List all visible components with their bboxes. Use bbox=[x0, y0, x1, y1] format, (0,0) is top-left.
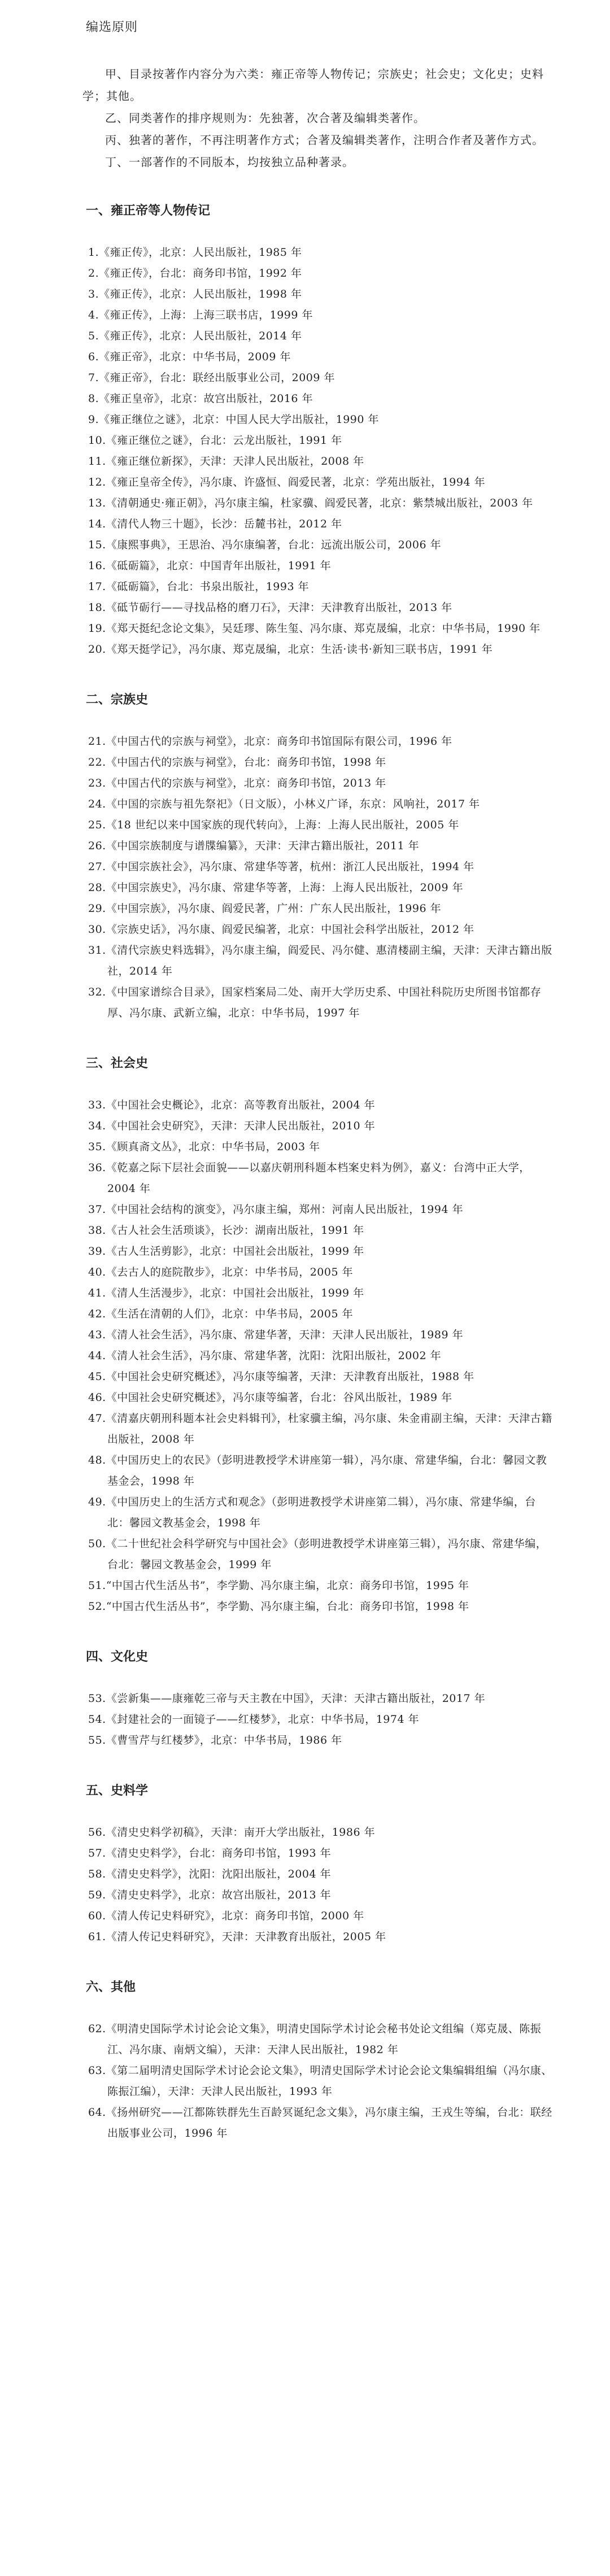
bibliography-entry: 55.《曹雪芹与红楼梦》，北京：中华书局，1986 年 bbox=[88, 1734, 342, 1747]
section-block bbox=[82, 1979, 556, 2144]
bibliography-entry: 49.《中国历史上的生活方式和观念》（彭明进教授学术讲座第二辑），冯尔康、常建华编，台北：馨园文教基金会，1998 年 bbox=[88, 1496, 536, 1529]
bibliography-entry: 36.《乾嘉之际下层社会面貌——以嘉庆朝刑科题本档案史料为例》，嘉义：台湾中正大学，2004 年 bbox=[88, 1162, 530, 1195]
bibliography-entry: 8.《雍正皇帝》，北京：故宫出版社，2016 年 bbox=[88, 392, 313, 405]
principle-item: 丙、独著的著作，不再注明著作方式；合著及编辑类著作，注明合作者及著作方式。 bbox=[105, 133, 544, 147]
bibliography-entry: 64.《扬州研究——江都陈铁群先生百龄冥诞纪念文集》，冯尔康主编，王戎生等编，台北：联经出版事业公司，1996 年 bbox=[88, 2106, 552, 2140]
section-block bbox=[82, 1649, 556, 1751]
bibliography-entry: 59.《清史史料学》，北京：故宫出版社，2013 年 bbox=[88, 1889, 332, 1901]
bibliography-entry: 25.《18 世纪以来中国家族的现代转向》，上海：上海人民出版社，2005 年 bbox=[88, 819, 459, 831]
page-title: 编选原则 bbox=[86, 20, 138, 34]
bibliography-entry: 19.《郑天挺纪念论文集》，吴廷璆、陈生玺、冯尔康、郑克晟编，北京：中华书局，1990 年 bbox=[88, 622, 541, 635]
bibliography-entry: 47.《清嘉庆朝刑科题本社会史料辑刊》，杜家骥主编，冯尔康、朱金甫副主编，天津：天津古籍出版社，2008 年 bbox=[88, 1412, 552, 1446]
bibliography-entry: 39.《古人生活剪影》，北京：中国社会出版社，1999 年 bbox=[88, 1245, 364, 1258]
bibliography-entry: 53.《尝新集——康雍乾三帝与天主教在中国》，天津：天津古籍出版社，2017 年 bbox=[88, 1692, 486, 1705]
bibliography-entry: 60.《清人传记史料研究》，北京：商务印书馆，2000 年 bbox=[88, 1910, 364, 1922]
bibliography-entry: 50.《二十世纪社会科学研究与中国社会》（彭明进教授学术讲座第三辑），冯尔康、常建华编，台北：馨园文教基金会，1999 年 bbox=[88, 1538, 547, 1571]
bibliography-entry: 33.《中国社会史概论》，北京：高等教育出版社，2004 年 bbox=[88, 1099, 376, 1111]
section-block bbox=[82, 1055, 556, 1617]
bibliography-entry: 30.《宗族史话》，冯尔康、阎爱民编著，北京：中国社会科学出版社，2012 年 bbox=[88, 923, 474, 936]
bibliography-entry: 2.《雍正传》，台北：商务印书馆，1992 年 bbox=[88, 267, 302, 280]
bibliography-entry: 20.《郑天挺学记》，冯尔康、郑克晟编，北京：生活·读书·新知三联书店，1991 年 bbox=[88, 643, 493, 656]
section-block bbox=[82, 1783, 556, 1948]
principle-item: 乙、同类著作的排序规则为：先独著，次合著及编辑类著作。 bbox=[105, 111, 425, 125]
bibliography-entry: 62.《明清史国际学术讨论会论文集》，明清史国际学术讨论会秘书处论文组编（郑克晟、陈振江、冯尔康、南炳文编），天津：天津人民出版社，1982 年 bbox=[88, 2023, 542, 2056]
bibliography-entry: 27.《中国宗族社会》，冯尔康、常建华等著，杭州：浙江人民出版社，1994 年 bbox=[88, 861, 474, 873]
bibliography-entry: 63.《第二届明清史国际学术讨论会论文集》，明清史国际学术讨论会论文集编辑组编（冯尔康、陈振江编），天津：天津人民出版社，1993 年 bbox=[88, 2064, 552, 2098]
bibliography-entry: 37.《中国社会结构的演变》，冯尔康主编，郑州：河南人民出版社，1994 年 bbox=[88, 1203, 464, 1216]
section-block bbox=[82, 203, 556, 660]
bibliography-entry: 10.《雍正继位之谜》，台北：云龙出版社，1991 年 bbox=[88, 434, 342, 447]
bibliography-entry: 45.《中国社会史研究概述》，冯尔康等编著，天津：天津教育出版社，1988 年 bbox=[88, 1370, 474, 1383]
section-heading: 三、社会史 bbox=[86, 1056, 149, 1071]
bibliography-entry: 51.“中国古代生活丛书”，李学勤、冯尔康主编，北京：商务印书馆，1995 年 bbox=[88, 1579, 469, 1592]
bibliography-entry: 44.《清人社会生活》，冯尔康、常建华著，沈阳：沈阳出版社，2002 年 bbox=[88, 1350, 442, 1362]
bibliography-entry: 1.《雍正传》，北京：人民出版社，1985 年 bbox=[88, 246, 302, 259]
section-block bbox=[82, 692, 556, 1024]
section-heading: 一、雍正帝等人物传记 bbox=[86, 204, 211, 218]
section-heading: 六、其他 bbox=[86, 1980, 136, 1994]
bibliography-entry: 38.《古人社会生活琐谈》，长沙：湖南出版社，1991 年 bbox=[88, 1224, 364, 1237]
bibliography-entry: 42.《生活在清朝的人们》，北京：中华书局，2005 年 bbox=[88, 1308, 354, 1320]
bibliography-entry: 35.《顾真斋文丛》，北京：中华书局，2003 年 bbox=[88, 1141, 320, 1153]
bibliography-entry: 29.《中国宗族》，冯尔康、阎爱民著，广州：广东人民出版社，1996 年 bbox=[88, 902, 442, 915]
bibliography-entry: 16.《砥砺篇》，北京：中国青年出版社，1991 年 bbox=[88, 560, 332, 572]
bibliography-entry: 21.《中国古代的宗族与祠堂》，北京：商务印书馆国际有限公司，1996 年 bbox=[88, 735, 452, 748]
bibliography-entry: 23.《中国古代的宗族与祠堂》，北京：商务印书馆，2013 年 bbox=[88, 777, 386, 789]
bibliography-entry: 3.《雍正传》，北京：人民出版社，1998 年 bbox=[88, 288, 302, 300]
bibliography-entry: 7.《雍正帝》，台北：联经出版事业公司，2009 年 bbox=[88, 372, 336, 384]
bibliography-entry: 22.《中国古代的宗族与祠堂》，台北：商务印书馆，1998 年 bbox=[88, 756, 386, 769]
bibliography-entry: 6.《雍正帝》，北京：中华书局，2009 年 bbox=[88, 351, 291, 363]
bibliography-entry: 43.《清人社会生活》，冯尔康、常建华著，天津：天津人民出版社，1989 年 bbox=[88, 1329, 464, 1341]
bibliography-entry: 31.《清代宗族史料选辑》，冯尔康主编，阎爱民、冯尔健、惠清楼副主编，天津：天津古籍出版社，2014 年 bbox=[88, 944, 552, 977]
bibliography-entry: 13.《清朝通史·雍正朝》，冯尔康主编，杜家骥、阎爱民著，北京：紫禁城出版社，2003 年 bbox=[88, 497, 533, 509]
bibliography-entry: 15.《康熙事典》，王思治、冯尔康编著，台北：远流出版公司，2006 年 bbox=[88, 539, 442, 551]
bibliography-entry: 48.《中国历史上的农民》（彭明进教授学术讲座第一辑），冯尔康、常建华编，台北：馨园文教基金会，1998 年 bbox=[88, 1454, 547, 1487]
bibliography-entry: 52.“中国古代生活丛书”，李学勤、冯尔康主编，台北：商务印书馆，1998 年 bbox=[88, 1600, 469, 1613]
bibliography-entry: 41.《清人生活漫步》，北京：中国社会出版社，1999 年 bbox=[88, 1287, 364, 1299]
principle-item: 丁、一部著作的不同版本，均按独立品种著录。 bbox=[105, 155, 354, 169]
bibliography-entry: 34.《中国社会史研究》，天津：天津人民出版社，2010 年 bbox=[88, 1120, 376, 1132]
bibliography-entry: 28.《中国宗族史》，冯尔康、常建华等著，上海：上海人民出版社，2009 年 bbox=[88, 881, 464, 894]
bibliography-entry: 17.《砥砺篇》，台北：书泉出版社，1993 年 bbox=[88, 580, 310, 593]
bibliography-entry: 46.《中国社会史研究概述》，冯尔康等编著，台北：谷风出版社，1989 年 bbox=[88, 1391, 452, 1404]
bibliography-entry: 54.《封建社会的一面镜子——红楼梦》，北京：中华书局，1974 年 bbox=[88, 1713, 420, 1726]
bibliography-entry: 61.《清人传记史料研究》，天津：天津教育出版社，2005 年 bbox=[88, 1931, 386, 1943]
bibliography-entry: 14.《清代人物三十题》，长沙：岳麓书社，2012 年 bbox=[88, 518, 342, 530]
bibliography-entry: 56.《清史史料学初稿》，天津：南开大学出版社，1986 年 bbox=[88, 1826, 376, 1839]
bibliography-entry: 57.《清史史料学》，台北：商务印书馆，1993 年 bbox=[88, 1847, 332, 1859]
bibliography-entry: 32.《中国家谱综合目录》，国家档案局二处、南开大学历史系、中国社科院历史所图书馆都存厚、冯尔康、武新立编，北京：中华书局，1997 年 bbox=[88, 986, 542, 1019]
bibliography-entry: 11.《雍正继位新探》，天津：天津人民出版社，2008 年 bbox=[88, 455, 364, 468]
bibliography-entry: 4.《雍正传》，上海：上海三联书店，1999 年 bbox=[88, 309, 313, 321]
section-heading: 五、史料学 bbox=[86, 1784, 149, 1798]
bibliography-entry: 12.《雍正皇帝全传》，冯尔康、许盛恒、阎爱民著，北京：学苑出版社，1994 年 bbox=[88, 476, 486, 488]
bibliography-entry: 26.《中国宗族制度与谱牒编纂》，天津：天津古籍出版社，2011 年 bbox=[88, 840, 420, 852]
bibliography-entry: 9.《雍正继位之谜》，北京：中国人民大学出版社，1990 年 bbox=[88, 413, 380, 426]
bibliography-entry: 18.《砥节砺行——寻找品格的磨刀石》，天津：天津教育出版社，2013 年 bbox=[88, 601, 452, 614]
bibliography-entry: 40.《去古人的庭院散步》，北京：中华书局，2005 年 bbox=[88, 1266, 354, 1278]
principles-list bbox=[82, 63, 556, 173]
bibliography-sections bbox=[82, 203, 556, 2144]
principle-item: 甲、目录按著作内容分为六类：雍正帝等人物传记；宗族史；社会史；文化史；史料学；其他。 bbox=[82, 67, 544, 103]
bibliography-entry: 58.《清史史料学》，沈阳：沈阳出版社，2004 年 bbox=[88, 1868, 332, 1880]
section-heading: 四、文化史 bbox=[86, 1650, 149, 1664]
bibliography-entry: 24.《中国的宗族与祖先祭祀》（日文版），小林义广译，东京：风响社，2017 年 bbox=[88, 798, 480, 810]
section-heading: 二、宗族史 bbox=[86, 693, 149, 707]
bibliography-entry: 5.《雍正传》，北京：人民出版社，2014 年 bbox=[88, 330, 302, 342]
